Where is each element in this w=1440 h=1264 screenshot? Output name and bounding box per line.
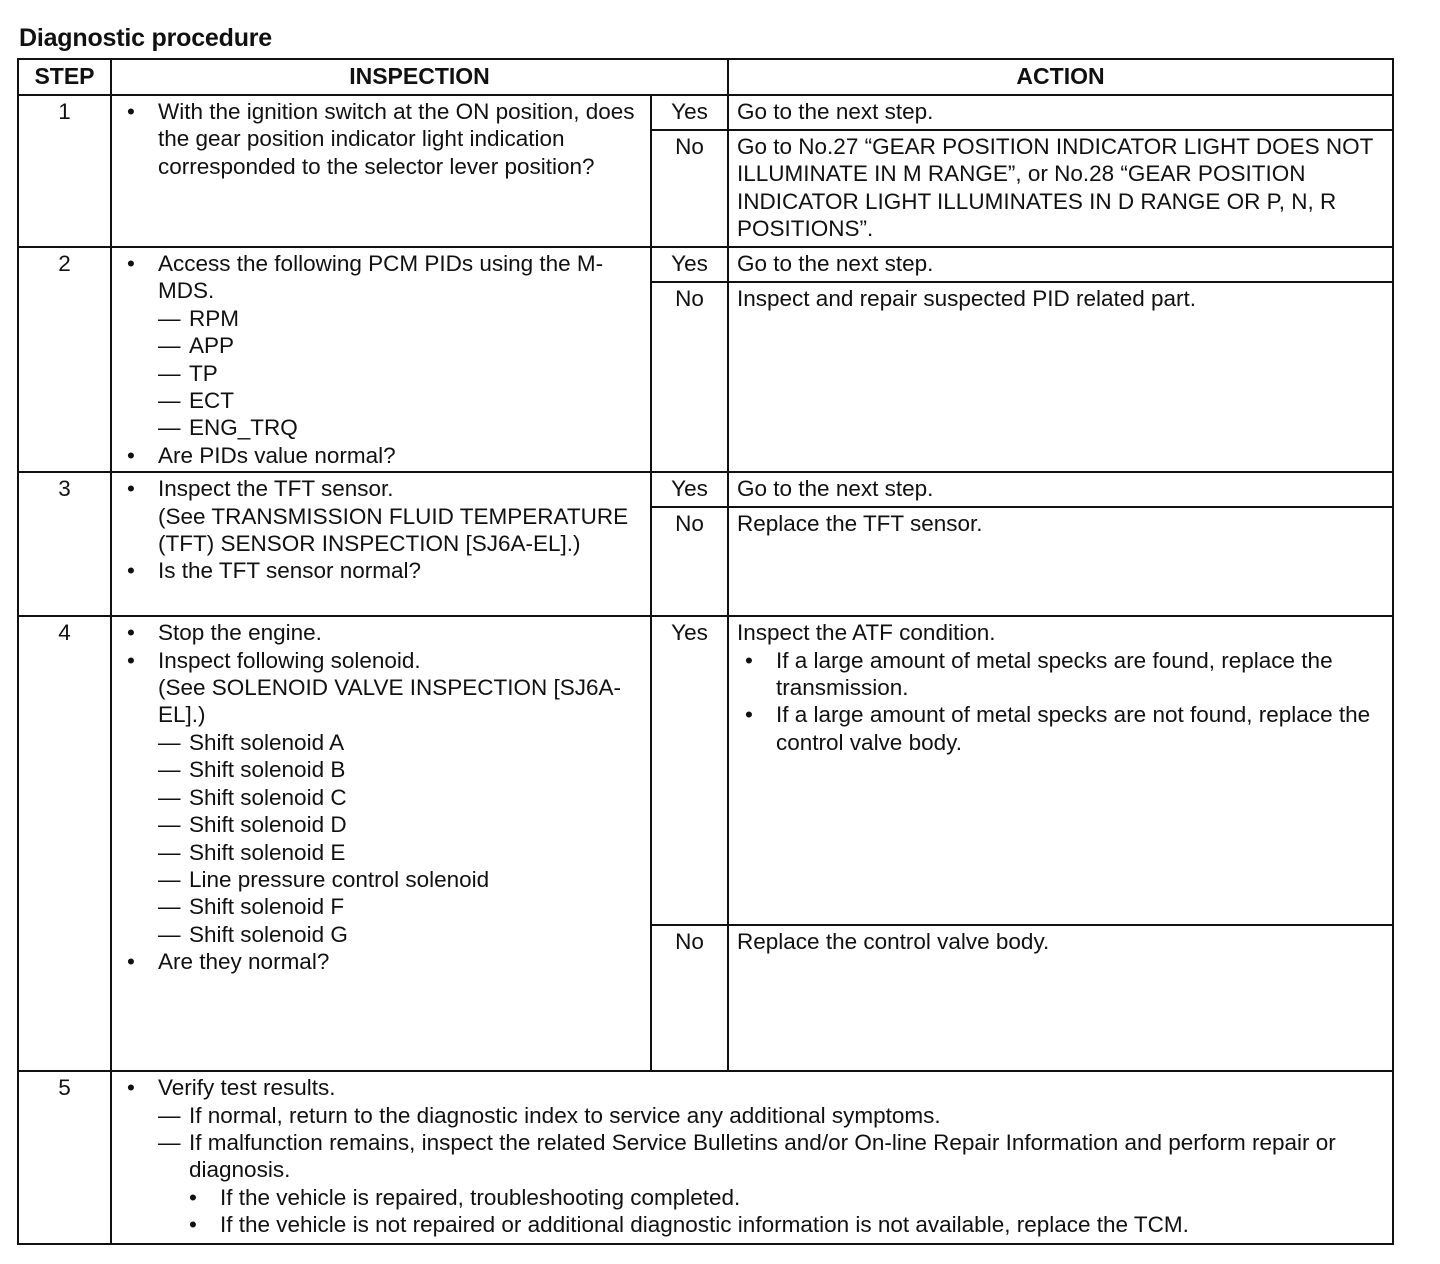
list-item: — Shift solenoid C [158, 784, 644, 811]
yes-action: Go to the next step. [728, 95, 1393, 130]
list-item: — Shift solenoid E [158, 839, 644, 866]
step-2-inspection [111, 247, 651, 472]
reference-text: (See TRANSMISSION FLUID TEMPERATURE (TFT) SENSOR INSPECTION [SJ6A-EL].) [158, 503, 629, 557]
no-action: Replace the TFT sensor. [728, 507, 1393, 616]
header-inspection: INSPECTION [111, 59, 728, 95]
inspection-bullet: • Stop the engine. [121, 619, 644, 646]
inspection-bullet: • With the ignition switch at the ON position, does the gear position indicator light indication corresponded to the selector lever position? [121, 98, 644, 180]
action-bullet: • If a large amount of metal specks are found, replace the transmission. [737, 647, 1386, 702]
list-item: — Shift solenoid B [158, 756, 644, 783]
inspection-bullet [121, 250, 644, 442]
page-title: Diagnostic procedure [19, 24, 272, 52]
header-row [18, 59, 1393, 95]
bullet-text: • Inspect the TFT sensor. [158, 476, 394, 502]
list-item: — Shift solenoid A [158, 729, 644, 756]
list-item: — RPM [158, 305, 644, 332]
bullet-text: • Verify test results. [158, 1075, 336, 1101]
step-1-yes-row [18, 95, 1393, 130]
list-item-text: — If malfunction remains, inspect the related Service Bulletins and/or On-line Repair Information and perform repair or diagnosis. [189, 1130, 1336, 1183]
list-item: — APP [158, 332, 644, 359]
step-4-yes-row [18, 616, 1393, 925]
header-step: STEP [18, 59, 111, 95]
list-item: — Shift solenoid G [158, 921, 644, 948]
inspection-bullet: • Are PIDs value normal? [121, 442, 644, 469]
yes-label: Yes [651, 472, 728, 507]
step-5-inspection [111, 1071, 1393, 1244]
list-item: — If normal, return to the diagnostic index to service any additional symptoms. [158, 1102, 1386, 1129]
yes-label: Yes [651, 247, 728, 282]
list-item: — Line pressure control solenoid [158, 866, 644, 893]
step-number: 1 [18, 95, 111, 247]
step-3-yes-row [18, 472, 1393, 507]
no-label: No [651, 282, 728, 472]
list-item [158, 1129, 1386, 1239]
yes-label: Yes [651, 616, 728, 925]
no-label: No [651, 130, 728, 247]
no-action: Replace the control valve body. [728, 925, 1393, 1071]
bullet-text: • Access the following PCM PIDs using the M-MDS. [158, 251, 604, 304]
bullet-text: • Inspect following solenoid. [158, 647, 421, 673]
step-4-inspection [111, 616, 651, 1071]
step-1-inspection [111, 95, 651, 247]
step-number: 3 [18, 472, 111, 616]
reference-text: (See SOLENOID VALVE INSPECTION [SJ6A-EL].) [158, 675, 622, 728]
yes-action: Go to the next step. [728, 247, 1393, 282]
inspection-bullet [121, 1074, 1386, 1238]
inspection-bullet [121, 647, 644, 948]
action-bullet: • If a large amount of metal specks are not found, replace the control valve body. [737, 701, 1386, 756]
sub-bullet: • If the vehicle is repaired, troubleshooting completed. [183, 1184, 1386, 1211]
step-5-row [18, 1071, 1393, 1244]
list-item: — ECT [158, 387, 644, 414]
step-3-inspection [111, 472, 651, 616]
list-item: — Shift solenoid F [158, 893, 644, 920]
step-number: 4 [18, 616, 111, 1071]
yes-action [728, 616, 1393, 925]
step-2-yes-row [18, 247, 1393, 282]
inspection-bullet [121, 475, 644, 557]
step-number: 5 [18, 1071, 111, 1244]
step-number: 2 [18, 247, 111, 472]
inspection-bullet: • Is the TFT sensor normal? [121, 557, 644, 584]
header-action: ACTION [728, 59, 1393, 95]
yes-label: Yes [651, 95, 728, 130]
list-item: — TP [158, 360, 644, 387]
no-label: No [651, 925, 728, 1071]
no-label: No [651, 507, 728, 616]
diagnostic-table [17, 58, 1394, 1245]
yes-action: Go to the next step. [728, 472, 1393, 507]
list-item: — ENG_TRQ [158, 414, 644, 441]
sub-bullet: • If the vehicle is not repaired or additional diagnostic information is not available, replace the TCM. [183, 1211, 1386, 1238]
action-text: Inspect the ATF condition. [737, 620, 996, 646]
list-item: — Shift solenoid D [158, 811, 644, 838]
no-action: Go to No.27 “GEAR POSITION INDICATOR LIGHT DOES NOT ILLUMINATE IN M RANGE”, or No.28 “GEAR POSITION INDICATOR LIGHT ILLUMINATES IN D RANGE OR P, N, R POSITIONS”. [728, 130, 1393, 247]
no-action: Inspect and repair suspected PID related part. [728, 282, 1393, 472]
inspection-bullet: • Are they normal? [121, 948, 644, 975]
